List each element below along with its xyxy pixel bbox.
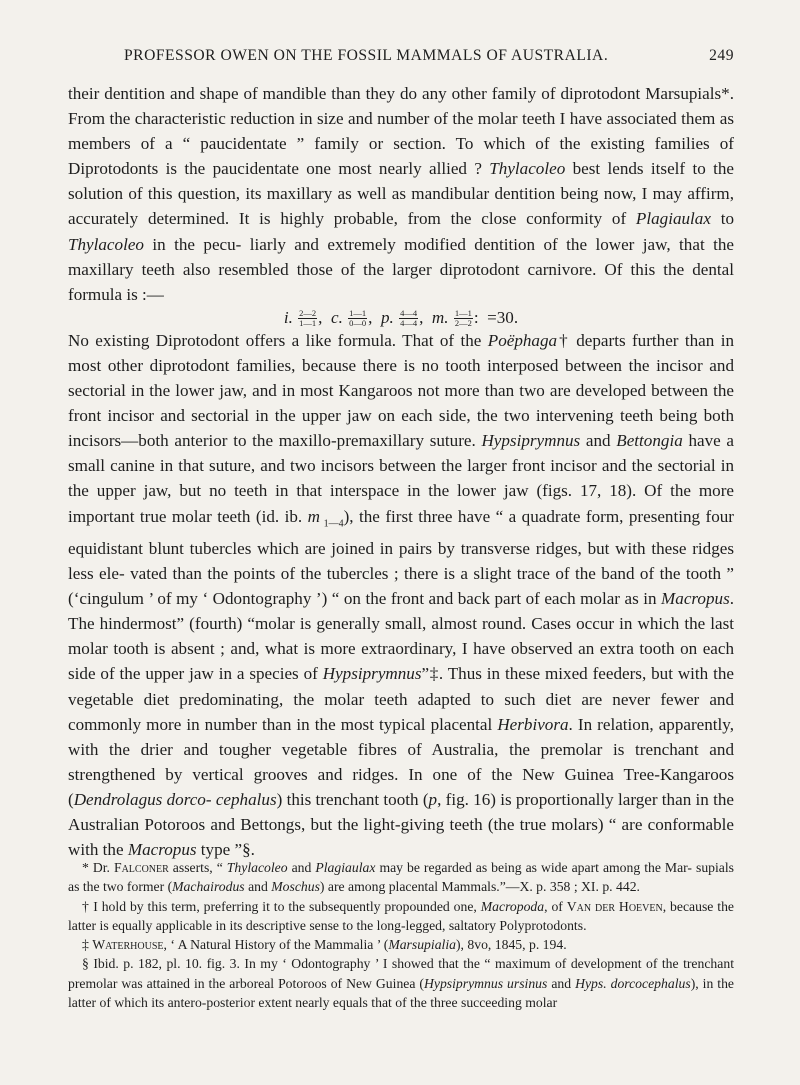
text-run: to	[710, 209, 734, 229]
footnotes	[68, 858, 734, 1012]
taxon-name: Machairodus	[172, 879, 245, 895]
taxon-name: Macropus	[127, 840, 197, 860]
text-run: type ”	[196, 840, 243, 860]
text-run: and	[244, 879, 272, 895]
main-text	[68, 81, 734, 862]
taxon-name: Bettongia	[616, 431, 683, 451]
text-run: have a small canine in that suture, and two incisors between the larger front incisor and the sectorial in the upper jaw, but no teeth in that interspace in the lower jaw (figs. 17, 18). Of the more important true molar teeth (id. ib.	[68, 431, 734, 526]
page-number: 249	[709, 47, 734, 64]
formula-label: m.	[431, 307, 449, 327]
text-run: . In relation, apparently, with the drier and tougher vegetable fibres of Australia, the premolar is trenchant and strengthened by vertical grooves and ridges. In one of the New Guinea Tree-Kangaroos (	[68, 714, 734, 809]
paragraph-2	[68, 328, 734, 862]
text-run: , fig. 16) is proportionally larger than in the Australian Potoroos and Bettongs, but the light-giving teeth (the true molars) “ are conformable with the	[68, 789, 734, 860]
footnote-4	[68, 954, 734, 1012]
text-run: ), the first three have “ a quadrate form, presenting four equidistant blunt tubercles which are joined in pairs by transverse ridges, but with these ridges less ele- vated than the points of the tubercles ; there is a slight trace of the band of the tooth ” (‘cingulum ’ of my ‘ Odontography ’) “ on the front and back part of each molar as in	[68, 506, 734, 609]
text-run: * Dr.	[82, 860, 114, 875]
text-run: best lends itself to the solution of this question, its maxillary as well as mandibular dentition being now, I may affirm, accurately determined. It is highly probable, from the close conformity of	[68, 159, 735, 229]
text-run: ) this trenchant tooth (	[276, 789, 429, 809]
text-run: .	[250, 840, 255, 860]
text-run: and	[547, 975, 576, 991]
text-run: No existing Diprotodont offers a like formula. That of the	[68, 330, 488, 350]
footnote-mark: †	[557, 330, 570, 350]
author-name: Falconer	[113, 860, 169, 875]
formula-fraction	[298, 309, 317, 328]
taxon-name: Poëphaga	[487, 330, 558, 350]
taxon-name: Dendrolagus dorco- cephalus	[73, 789, 277, 809]
text-run: asserts, “	[168, 860, 227, 875]
formula-result: =30.	[487, 307, 519, 327]
footnote-mark: *	[721, 84, 730, 103]
text-run: and	[287, 860, 316, 875]
formula-fraction	[399, 309, 418, 328]
text-run: ), in the latter of which its antero-posterior extent nearly equals that of the three succeeding molar	[68, 975, 734, 1011]
text-run: , ‘ A Natural History of the Mammalia ’ (	[163, 937, 389, 953]
taxon-name: Plagiaulax	[315, 860, 376, 875]
text-run: , of	[544, 898, 567, 914]
taxon-name: Hyps. dorcocephalus	[575, 975, 691, 991]
author-name: Van der Hoeven	[566, 898, 663, 914]
footnote-3	[68, 935, 734, 954]
fraction-denominator: 1—1	[299, 318, 317, 329]
taxon-name: Marsupialia	[388, 937, 456, 953]
taxon-name: Hypsiprymnus	[481, 431, 581, 451]
tooth-symbol: m	[307, 506, 320, 526]
fraction-denominator: 4—4	[400, 318, 418, 329]
text-run: ”	[421, 664, 430, 684]
formula-fraction	[454, 309, 473, 328]
fraction-numerator: 1—1	[349, 308, 367, 319]
text-run: and	[580, 431, 617, 451]
formula-fraction	[348, 309, 367, 328]
taxon-name: Plagiaulax	[635, 209, 711, 229]
text-run: departs further than in most other diprotodont families, because there is no tooth interposed between the incisor and sectorial in the lower jaw, and in most Kangaroos not more than two are developed between the front incisor and sectorial in the upper jaw on each side, the two intervening teeth being both incisors—both anterior to the maxillo-premaxillary suture.	[68, 330, 734, 451]
text-run: † I hold by this term, preferring it to the subsequently propounded one,	[82, 898, 481, 914]
text-run: in the pecu- liarly and extremely modified dentition of the lower jaw, that the maxillary teeth also resembled those of the larger diprotodont carnivore. Of this the dental formula is :—	[68, 234, 734, 304]
tooth-symbol: p	[428, 789, 438, 809]
text-run: . The hindermost” (fourth) “molar is generally small, almost round. Cases occur in which the last molar tooth is absent ; and, what is more extraordinary, I have observed an extra tooth on each side of the upper jaw in a species of	[68, 589, 734, 684]
taxon-name: Hypsiprymnus	[322, 664, 422, 684]
text-run: . Thus in these mixed feeders, but with the vegetable diet predominating, the molar teeth adapted to such diet are never fewer and commonly more in number than in the most typical placental	[68, 664, 735, 734]
fraction-numerator: 4—4	[400, 308, 418, 319]
footnote-2	[68, 897, 734, 936]
text-run: may be regarded as being as wide apart among the Mar- supials as the two former (	[68, 860, 735, 895]
taxon-name: Thylacoleo	[68, 234, 144, 254]
taxon-name: Moschus	[271, 879, 320, 895]
footnote-mark: §	[242, 840, 251, 860]
text-run: . From the characteristic reduction in size and number of the molar teeth I have associated them as members of a “ paucidentate ” family or section. To which of the existing families of Diprotodonts is the paucidentate one most nearly allied ?	[68, 84, 734, 179]
text-run: , because the latter is equally applicable in its descriptive sense to the long-legged, saltatory Polyprotodonts.	[68, 898, 734, 933]
text-run: their dentition and shape of mandible than they do any other family of diprotodont Marsupials	[68, 84, 722, 103]
taxon-name: Macropoda	[480, 898, 545, 914]
running-header	[68, 47, 734, 69]
paragraph-1	[68, 81, 734, 307]
fraction-numerator: 2—2	[299, 308, 317, 319]
text-run: ), 8vo, 1845, p. 194.	[456, 937, 567, 953]
footnote-1	[68, 858, 734, 897]
formula-label: i.	[283, 307, 293, 327]
taxon-name: Thylacoleo	[226, 860, 288, 875]
taxon-name: Macropus	[661, 589, 730, 609]
running-title: PROFESSOR OWEN ON THE FOSSIL MAMMALS OF AUSTRALIA.	[124, 47, 609, 64]
fraction-numerator: 1—1	[454, 308, 472, 319]
formula-label: c.	[331, 307, 343, 327]
text-run: § Ibid. p. 182, pl. 10. fig. 3. In my ‘ Odontography ’ I showed that the “ maximum of development of the trenchant premolar was attained in the arboreal Potoroos of New Guinea (	[68, 956, 734, 991]
taxon-name: Herbivora	[497, 714, 569, 734]
text-run: ) are among placental Mammals.”—X. p. 358 ; XI. p. 442.	[319, 879, 640, 895]
text-run: ‡	[82, 937, 93, 953]
fraction-denominator: 2—2	[454, 318, 472, 329]
fraction-denominator: 0—0	[349, 318, 367, 329]
footnote-mark: ‡	[429, 664, 439, 684]
dental-formula: i. $\frac{2—2}{1—1}$ , c. $\frac{1—1}{0—0}$ , p. $\frac{4—4}{4—4}$ , m. $\frac{1—1}{2—2}$ : =30.	[283, 307, 519, 329]
tooth-subscript: 1—4	[319, 517, 344, 529]
taxon-name: Thylacoleo	[489, 159, 566, 179]
taxon-name: Hypsiprymnus ursinus	[423, 975, 548, 991]
author-name: Waterhouse	[92, 937, 164, 953]
formula-label: p.	[380, 307, 394, 327]
